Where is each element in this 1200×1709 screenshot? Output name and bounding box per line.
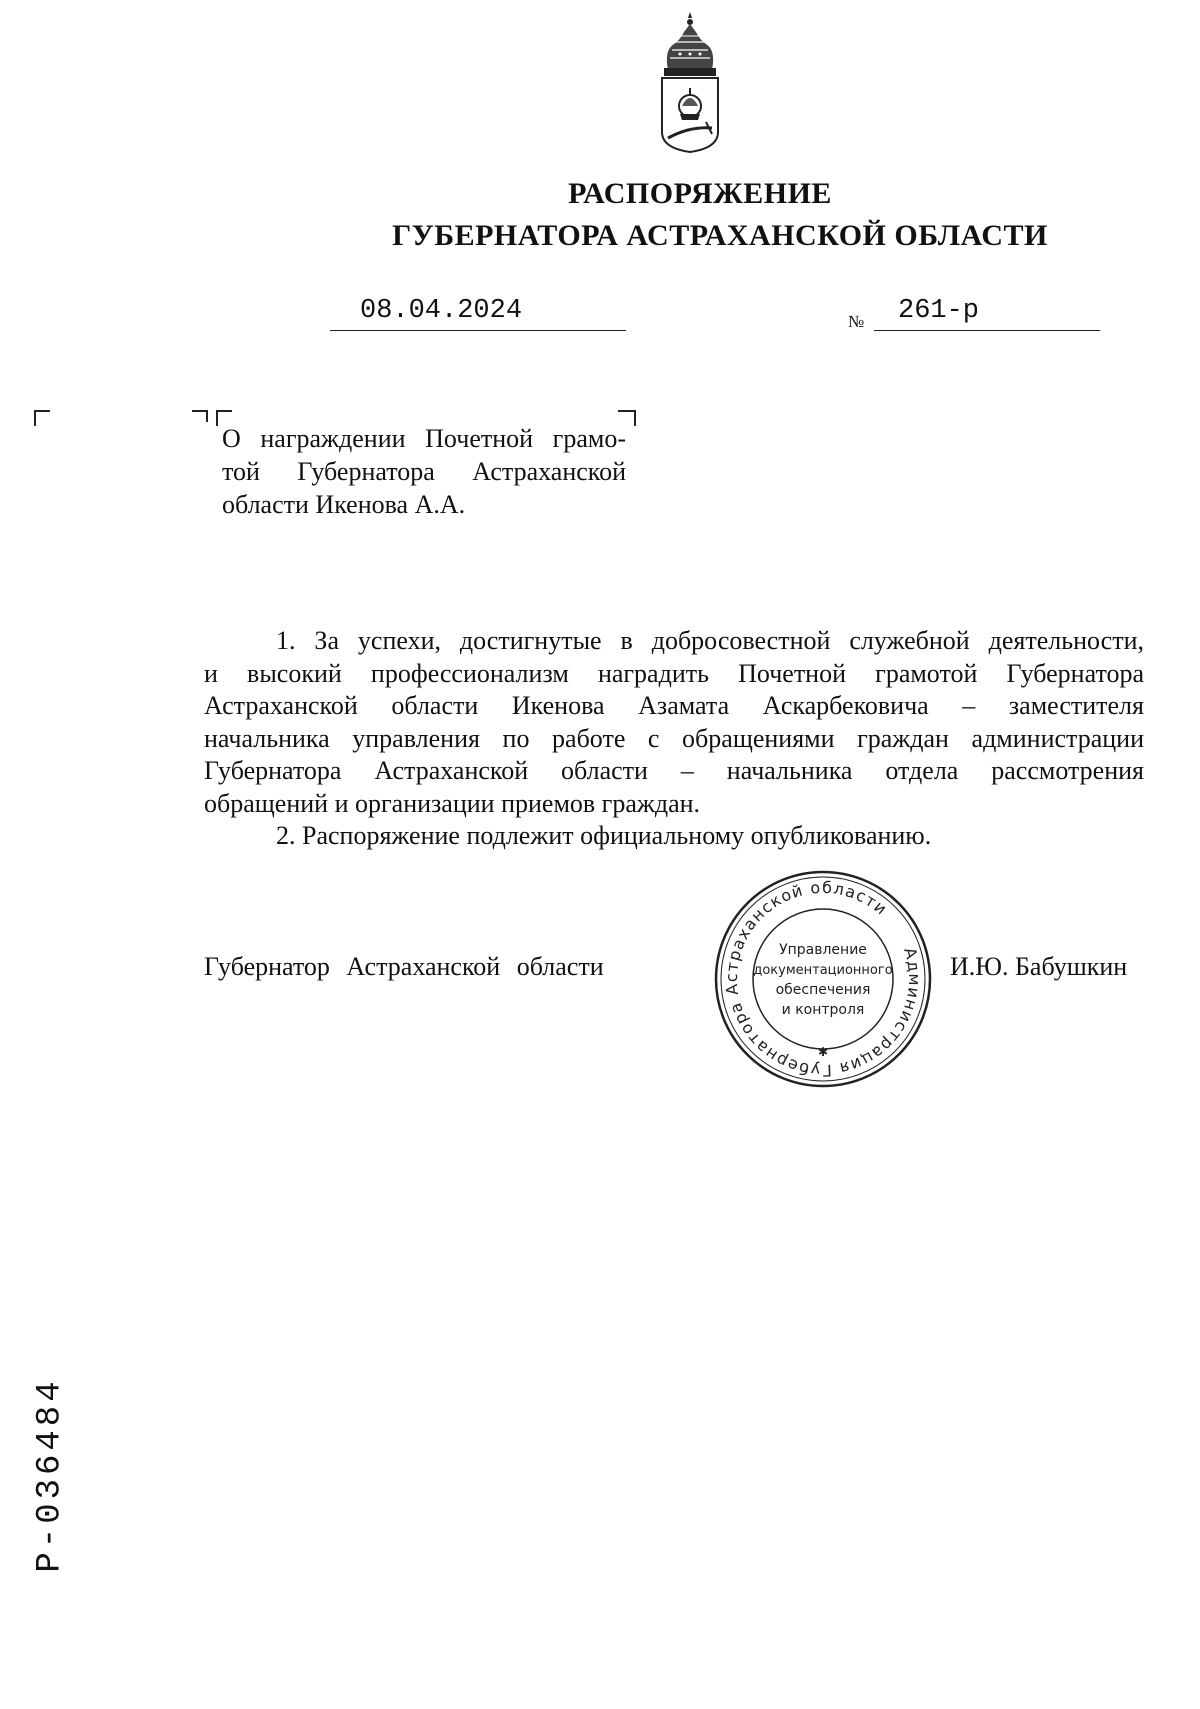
stamp-outer-text: Администрация Губернатора Астраханской области (721, 877, 925, 1081)
body-paragraph-2: 2. Распоряжение подлежит официальному опубликованию. (276, 821, 932, 850)
body-paragraph-1-line: Астраханской области Икенова Азамата Аскарбековича – заместителя (204, 691, 1144, 720)
document-title: РАСПОРЯЖЕНИЕ (568, 177, 832, 210)
stamp-inner-line: Управление (779, 942, 867, 958)
subject-line: области Икенова А.А. (222, 490, 466, 519)
document-number: 261-р (898, 296, 980, 326)
stamp-inner-line: и контроля (781, 1002, 865, 1018)
serial-code: Р-036484 (31, 1377, 70, 1573)
stamp-inner-line: документационного (753, 963, 893, 978)
date-underline (330, 330, 626, 331)
stamp-inner-line: обеспечения (775, 982, 871, 998)
number-label: № (848, 312, 865, 331)
document-issuer: ГУБЕРНАТОРА АСТРАХАНСКОЙ ОБЛАСТИ (392, 219, 1048, 252)
number-underline (874, 330, 1100, 331)
body-paragraph-1-line: Губернатора Астраханской области – начальника отдела рассмотрения (204, 756, 1144, 785)
coat-of-arms-emblem (650, 10, 730, 160)
signer-name: И.Ю. Бабушкин (950, 952, 1128, 981)
body-paragraph-1-line: 1. За успехи, достигнутые в добросовестной служебной деятельности, (276, 626, 1144, 655)
address-corner-mark (34, 410, 50, 426)
body-paragraph-1-line: обращений и организации приемов граждан. (204, 788, 701, 818)
document-subject (222, 422, 626, 521)
document-date: 08.04.2024 (360, 296, 523, 326)
body-paragraph-1-line: и высокий профессионализм наградить Почетной грамотой Губернатора (204, 658, 1144, 688)
signer-position: Губернатор Астраханской области (204, 952, 604, 981)
document-body (204, 625, 1144, 853)
official-stamp (712, 868, 934, 1090)
subject-line: той Губернатора Астраханской (222, 457, 626, 486)
subject-corner-mark (192, 410, 208, 422)
subject-line: О награждении Почетной грамо- (222, 424, 626, 453)
stamp-star-icon: ✱ (817, 1045, 829, 1059)
body-paragraph-1-line: начальника управления по работе с обращениями граждан администрации (204, 723, 1144, 753)
